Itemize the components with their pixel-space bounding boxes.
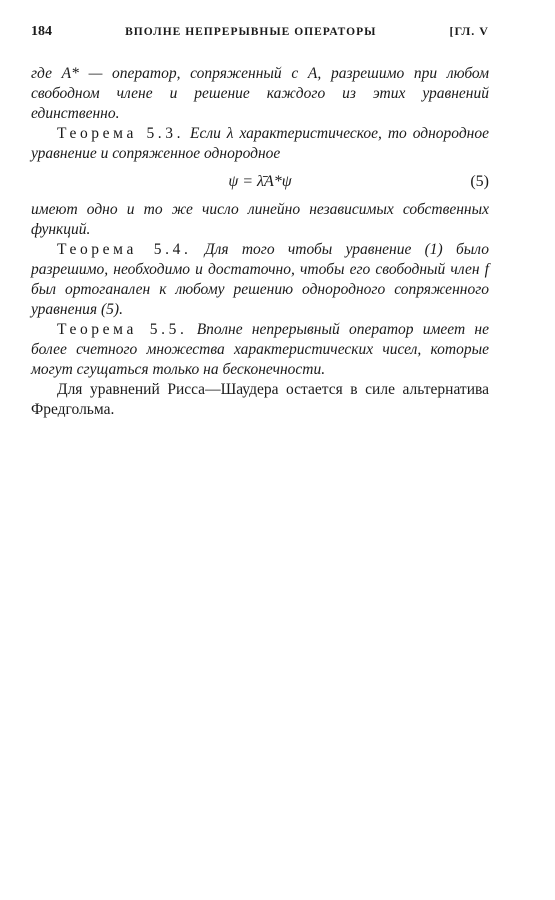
theorem-5-4-label: Теорема 5.4. — [57, 241, 192, 258]
theorem-5-5 — [31, 320, 489, 380]
paragraph-after-formula: имеют одно и то же число линейно независимых собственных функций. — [31, 201, 489, 238]
theorem-5-3-label: Теорема 5.3. — [57, 125, 185, 142]
closing-paragraph: Для уравнений Рисса—Шаудера остается в силе альтернатива Фредгольма. — [31, 381, 489, 418]
theorem-5-4-text: Для того чтобы уравнение (1) было разрешимо, необходимо и достаточно, чтобы его свободный член f был ортоганален к любому решению однородного сопряженного уравнения (5). — [31, 241, 489, 318]
running-title: ВПОЛНЕ НЕПРЕРЫВНЫЕ ОПЕРАТОРЫ — [125, 26, 377, 38]
chapter-label: [ГЛ. V — [449, 24, 489, 38]
page-number: 184 — [31, 24, 52, 39]
page-body — [31, 64, 489, 420]
equation-5-body: ψ = λ̄A*ψ — [228, 173, 292, 190]
theorem-5-4 — [31, 240, 489, 320]
equation-5-number: (5) — [470, 173, 489, 190]
theorem-5-5-label: Теорема 5.5. — [57, 321, 188, 338]
theorem-5-3 — [31, 124, 489, 164]
running-header — [31, 24, 489, 40]
equation-5 — [31, 164, 489, 200]
theorem-5-3-text: Если λ характеристическое, то однородное уравнение и сопряженное однородное — [31, 125, 490, 162]
theorem-5-5-text: Вполне непрерывный оператор имеет не более счетного множества характеристических чисел, которые могут сгущаться только на бесконечности. — [31, 321, 490, 378]
paragraph-continuation: где A* — оператор, сопряженный с A, разрешимо при любом свободном члене и решение каждого из этих уравнений единственно. — [31, 65, 489, 122]
